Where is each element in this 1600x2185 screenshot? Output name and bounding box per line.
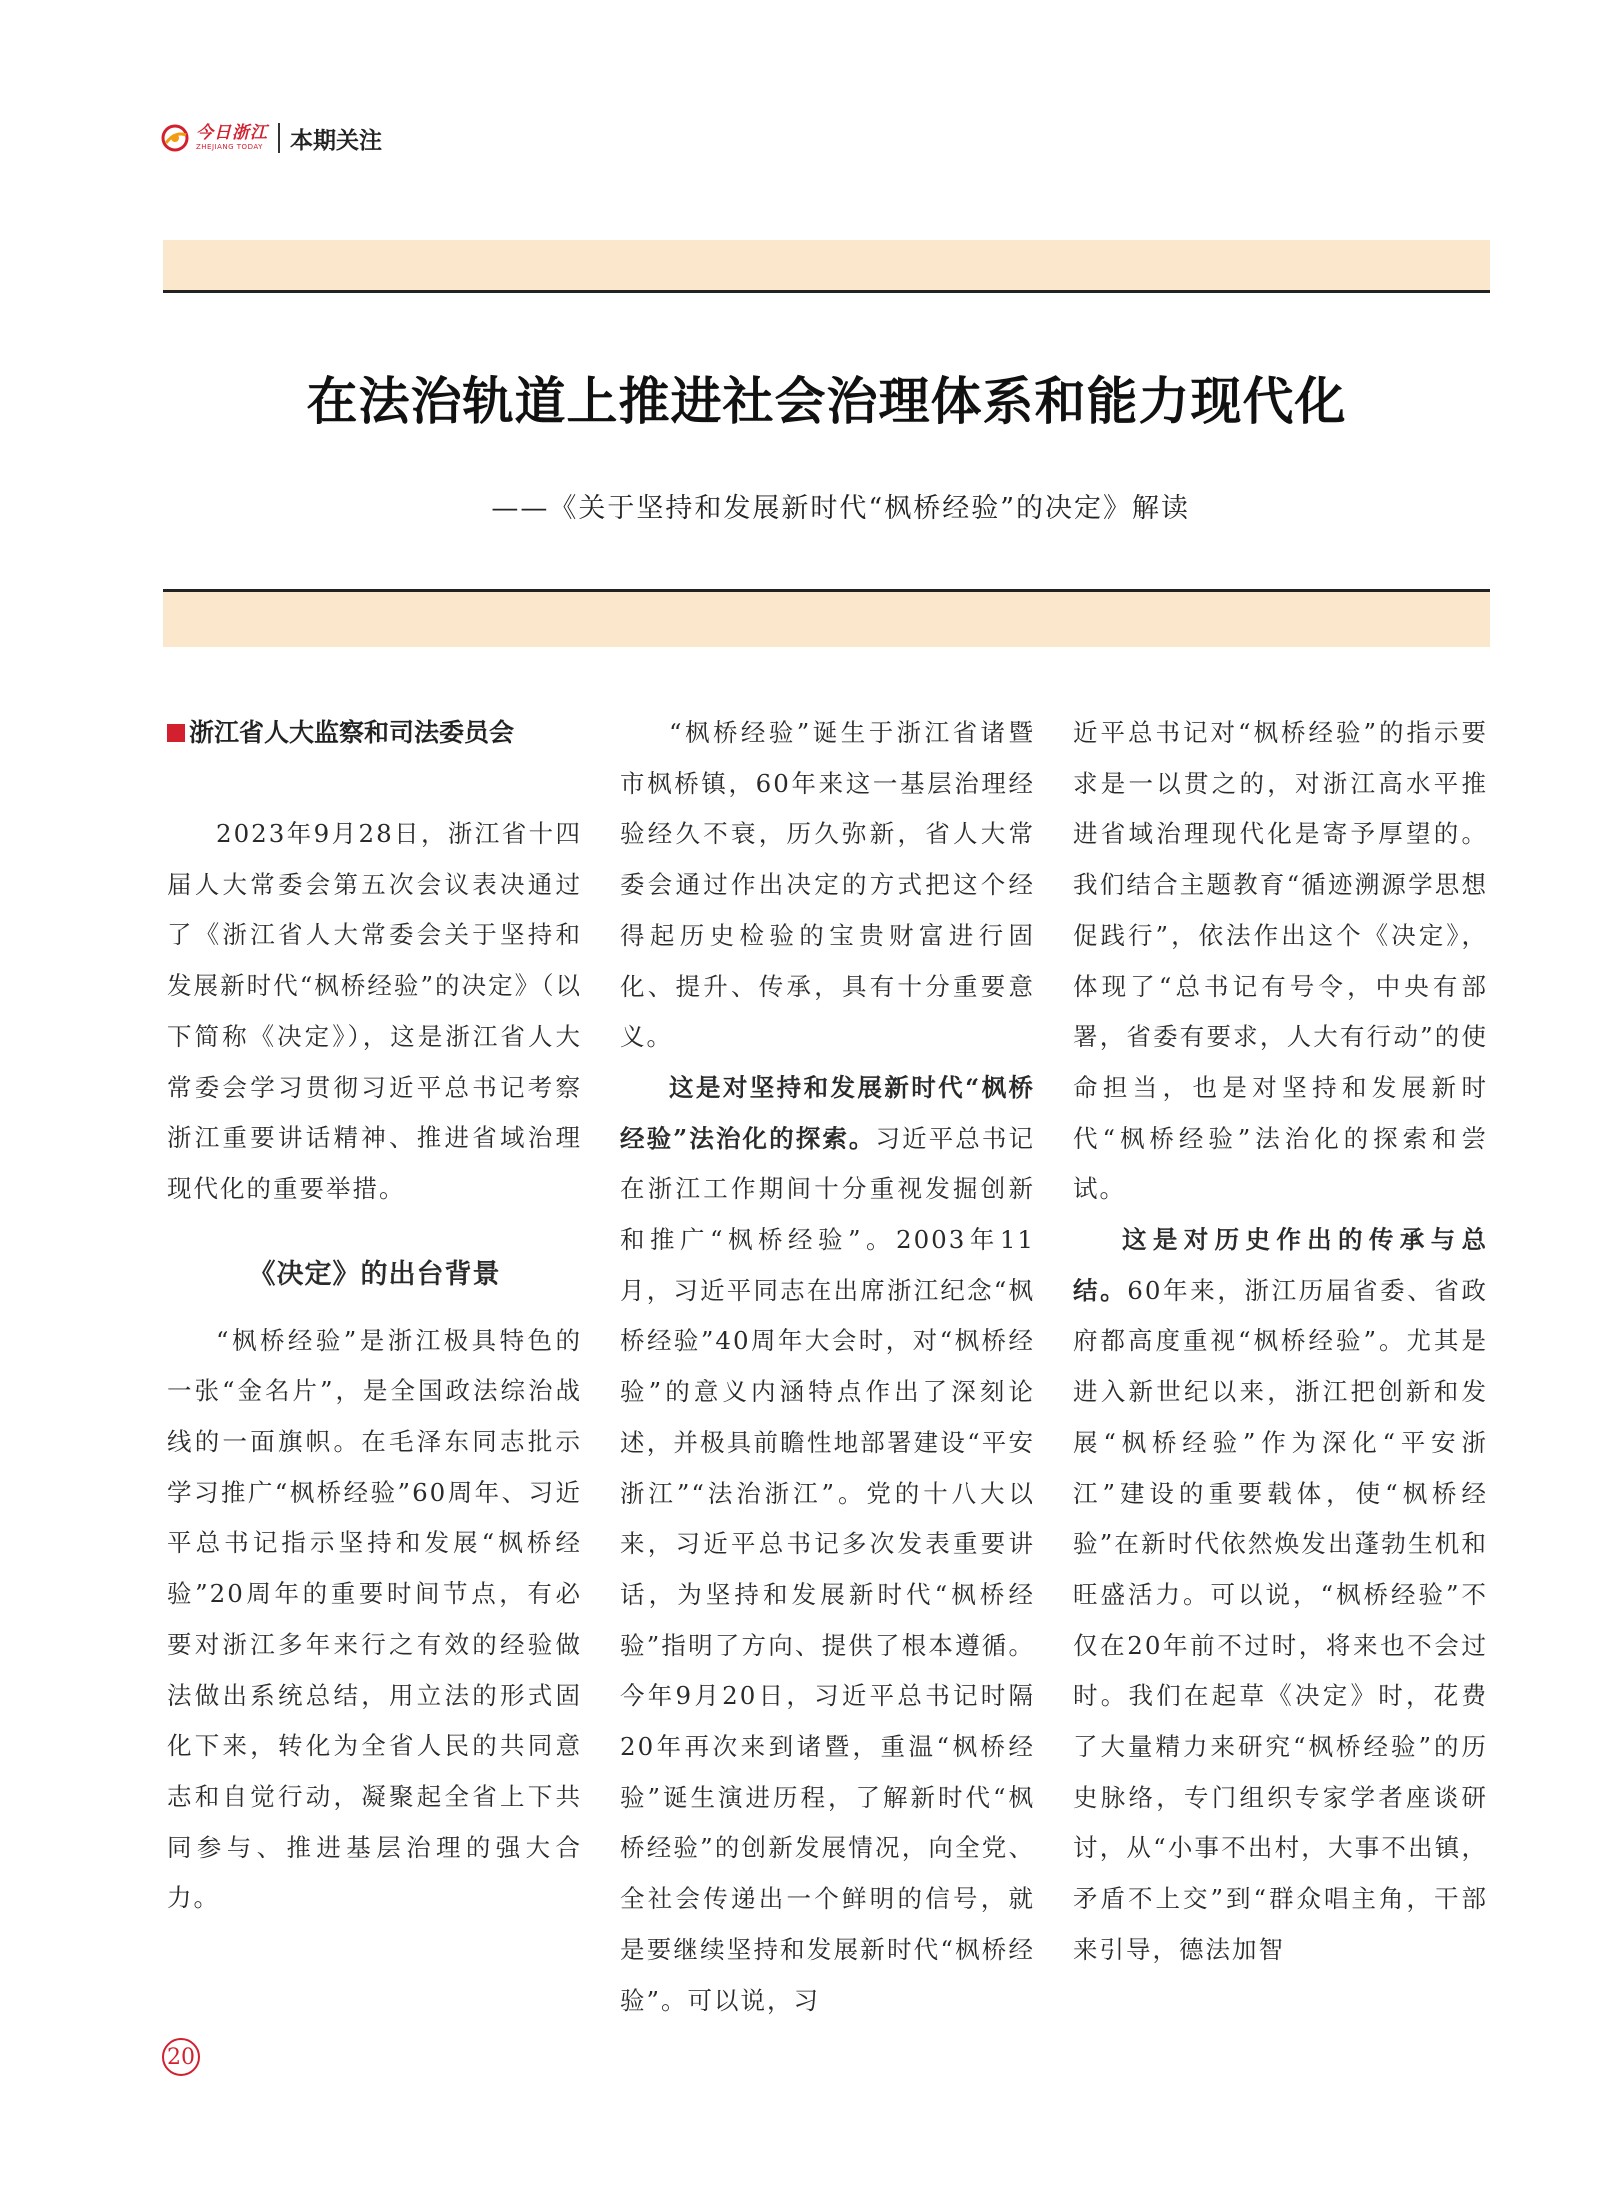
logo-icon <box>160 123 190 153</box>
paragraph-body: 习近平总书记在浙江工作期间十分重视发掘创新和推广“枫桥经验”。2003年11月，习近平同志在出席浙江纪念“枫桥经验”40周年大会时，对“枫桥经验”的意义内涵特点作出了深刻论述，并极具前瞻性地部署建设“平安浙江”“法治浙江”。党的十八大以来，习近平总书记多次发表重要讲话，为坚持和发展新时代“枫桥经验”指明了方向、提供了根本遵循。今年9月20日，习近平总书记时隔20年再次来到诸暨，重温“枫桥经验”诞生演进历程，了解新时代“枫桥经验”的创新发展情况，向全党、全社会传递出一个鲜明的信号，就是要继续坚持和发展新时代“枫桥经验”。可以说，习 <box>620 1123 1035 2015</box>
logo <box>196 125 268 151</box>
paragraph-exploration <box>620 1063 1035 2026</box>
paragraph-heritage <box>1073 1215 1488 1976</box>
text-column-2 <box>620 708 1035 2026</box>
author-line <box>167 708 582 758</box>
section-label: 本期关注 <box>290 127 382 154</box>
paragraph-background: “枫桥经验”是浙江极具特色的一张“金名片”，是全国政法综治战线的一面旗帜。在毛泽东同志批示学习推广“枫桥经验”60周年、习近平总书记指示坚持和发展“枫桥经验”20周年的重要时间节点，有必要对浙江多年来行之有效的经验做法做出系统总结，用立法的形式固化下来，转化为全省人民的共同意志和自觉行动，凝聚起全省上下共同参与、推进基层治理的强大合力。 <box>167 1325 582 1913</box>
article-title: 在法治轨道上推进社会治理体系和能力现代化 <box>306 372 1347 432</box>
page-header <box>160 118 382 158</box>
title-rule-top <box>163 290 1490 293</box>
paragraph-body: 60年来，浙江历届省委、省政府都高度重视“枫桥经验”。尤其是进入新世纪以来，浙江把创新和发展“枫桥经验”作为深化“平安浙江”建设的重要载体，使“枫桥经验”在新时代依然焕发出蓬勃生机和旺盛活力。可以说，“枫桥经验”不仅在20年前不过时，将来也不会过时。我们在起草《决定》时，花费了大量精力来研究“枫桥经验”的历史脉络，专门组织专家学者座谈研讨，从“小事不出村，大事不出镇，矛盾不上交”到“群众唱主角，干部来引导，德法加智 <box>1073 1275 1488 1964</box>
author-marker-icon <box>167 724 185 742</box>
paragraph-intro: 2023年9月28日，浙江省十四届人大常委会第五次会议表决通过了《浙江省人大常委会关于坚持和发展新时代“枫桥经验”的决定》（以下简称《决定》），这是浙江省人大常委会学习贯彻习近平总书记考察浙江重要讲话精神、推进省域治理现代化的重要举措。 <box>167 819 582 1203</box>
logo-english: ZHEJIANG TODAY <box>196 143 263 151</box>
paragraph-continuation: 近平总书记对“枫桥经验”的指示要求是一以贯之的，对浙江高水平推进省域治理现代化是寄予厚望的。我们结合主题教育“循迹溯源学思想促践行”，依法作出这个《决定》，体现了“总书记有号令，中央有部署，省委有要求，人大有行动”的使命担当，也是对坚持和发展新时代“枫桥经验”法治化的探索和尝试。 <box>1073 718 1488 1204</box>
paragraph-lead: 这是对坚持和发展新时代“枫桥经验”法治化的探索。 <box>620 1072 1035 1153</box>
author-name: 浙江省人大监察和司法委员会 <box>189 717 515 747</box>
title-band-bottom <box>163 592 1490 647</box>
page-number: 20 <box>162 2038 200 2076</box>
text-column-1 <box>167 708 582 1924</box>
title-band-top <box>163 240 1490 290</box>
header-divider <box>278 123 280 153</box>
paragraph-lead: 这是对历史作出的传承与总结。 <box>1073 1225 1488 1305</box>
text-column-3 <box>1073 708 1488 1976</box>
logo-chinese: 今日浙江 <box>196 123 268 143</box>
paragraph-origin: “枫桥经验”诞生于浙江省诸暨市枫桥镇，60年来这一基层治理经验经久不衰，历久弥新，省人大常委会通过作出决定的方式把这个经得起历史检验的宝贵财富进行固化、提升、传承，具有十分重要意义。 <box>620 718 1035 1052</box>
section-heading: 《决定》的出台背景 <box>248 1258 501 1290</box>
article-subtitle: ——《关于坚持和发展新时代“枫桥经验”的决定》解读 <box>491 493 1190 524</box>
